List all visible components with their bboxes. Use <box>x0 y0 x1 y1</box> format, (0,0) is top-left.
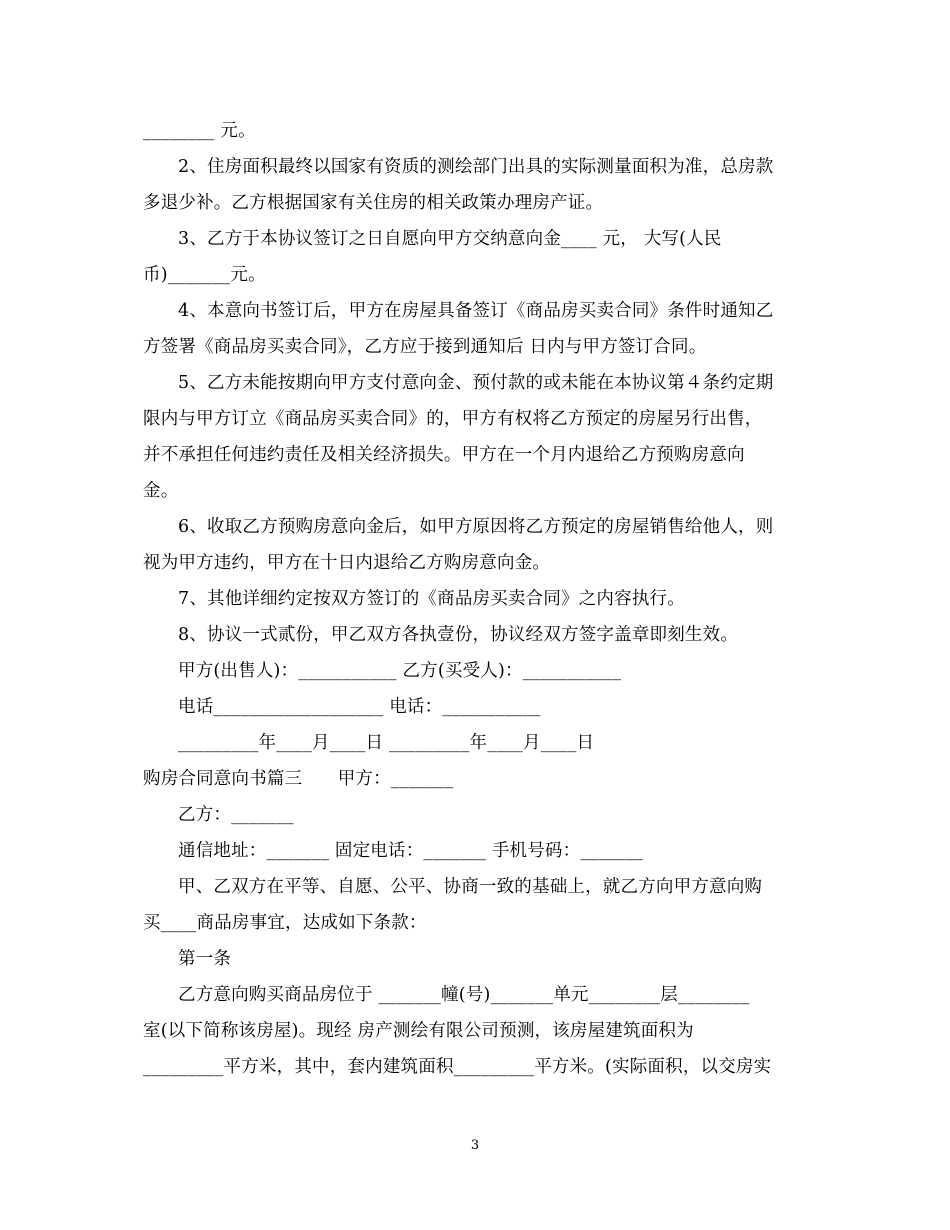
contact-info-line: 通信地址：_______ 固定电话：_______ 手机号码：_______ <box>178 841 643 861</box>
signature-phone-line: 电话___________________ 电话：___________ <box>178 697 541 717</box>
article-1-line-1: 乙方意向购买商品房位于 _______幢(号)_______单元________层________ <box>178 985 750 1005</box>
clause-3-line-2: 币)_______元。 <box>143 265 266 285</box>
signature-date-line: _________年____月____日 _________年____月____日 <box>178 733 595 753</box>
preamble-line-1: 甲、乙双方在平等、自愿、公平、协商一致的基础上，就乙方向甲方意向购 <box>178 877 763 897</box>
article-1-line-3: _________平方米，其中，套内建筑面积_________平方米。(实际面积，以交房实 <box>143 1057 772 1077</box>
article-1-heading: 第一条 <box>178 949 232 969</box>
clause-5-line-3: 并不承担任何违约责任及相关经济损失。甲方在一个月内退给乙方预购房意向 <box>143 445 745 465</box>
signature-parties-line: 甲方(出售人)：___________ 乙方(买受人)：___________ <box>178 661 622 681</box>
clause-3-line-1: 3、乙方于本协议签订之日自愿向甲方交纳意向金____ 元， 大写(人民 <box>178 229 722 249</box>
clause-4-line-1: 4、本意向书签订后，甲方在房屋具备签订《商品房买卖合同》条件时通知乙 <box>178 301 774 321</box>
article-1-line-2: 室(以下简称该房屋)。现经 房产测绘有限公司预测，该房屋建筑面积为 <box>143 1021 694 1041</box>
clause-7-line: 7、其他详细约定按双方签订的《商品房买卖合同》之内容执行。 <box>178 589 685 609</box>
page-number: 3 <box>470 1138 480 1153</box>
party-b-line: 乙方：_______ <box>178 805 294 825</box>
clause-5-line-4: 金。 <box>143 481 179 501</box>
clause-8-line: 8、协议一式贰份，甲乙双方各执壹份，协议经双方签字盖章即刻生效。 <box>178 625 739 645</box>
clause-5-line-1: 5、乙方未能按期向甲方支付意向金、预付款的或未能在本协议第４条约定期 <box>178 373 774 393</box>
preamble-line-2: 买____商品房事宜，达成如下条款： <box>143 913 427 933</box>
clause-6-line-2: 视为甲方违约，甲方在十日内退给乙方购房意向金。 <box>143 553 551 573</box>
text-line: ________ 元。 <box>143 121 256 141</box>
section-heading-line: 购房合同意向书篇三 甲方：_______ <box>143 769 454 789</box>
clause-6-line-1: 6、收取乙方预购房意向金后，如甲方原因将乙方预定的房屋销售给他人，则 <box>178 517 774 537</box>
clause-2-line-2: 多退少补。乙方根据国家有关住房的相关政策办理房产证。 <box>143 193 604 213</box>
clause-5-line-2: 限内与甲方订立《商品房买卖合同》的，甲方有权将乙方预定的房屋另行出售， <box>143 409 763 429</box>
clause-2-line-1: 2、住房面积最终以国家有资质的测绘部门出具的实际测量面积为准，总房款 <box>178 157 774 177</box>
clause-4-line-2: 方签署《商品房买卖合同》，乙方应于接到通知后 日内与甲方签订合同。 <box>143 337 707 357</box>
